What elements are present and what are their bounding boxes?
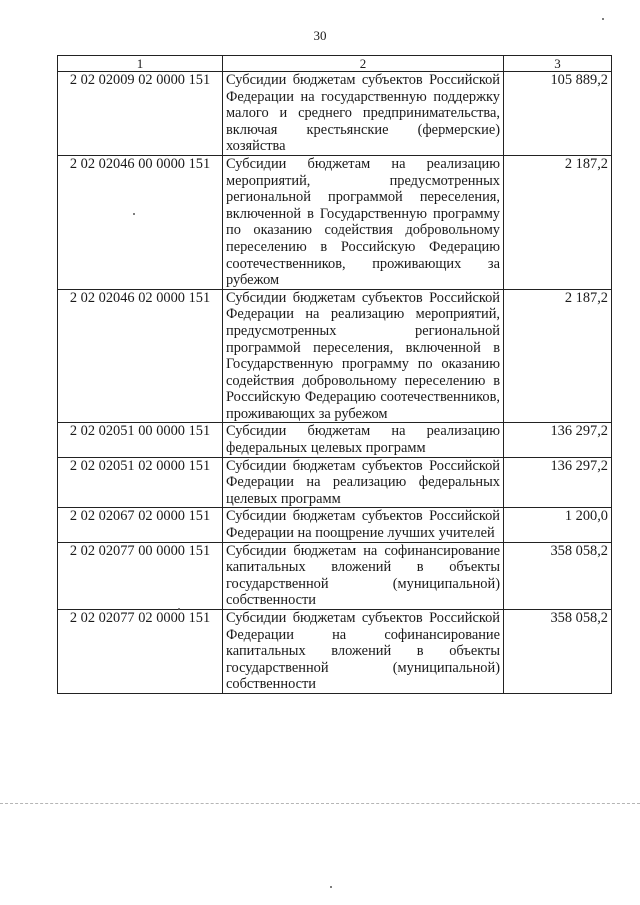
table-row [58, 508, 612, 542]
budget-code-cell: 2 02 02077 00 0000 151 [58, 542, 223, 609]
amount-cell: 358 058,2 [504, 542, 612, 609]
column-header-1: 1 [58, 56, 223, 72]
description-cell: Субсидии бюджетам субъектов Российской Федерации на государственную поддержку малого и среднего предпринимательства, включая крестьянские (фермерские) хозяйства [223, 72, 504, 156]
table-row [58, 423, 612, 457]
amount-cell: 136 297,2 [504, 457, 612, 508]
description-cell: Субсидии бюджетам субъектов Российской Федерации на софинансирование капитальных вложений в объекты государственной (муниципальной) собственности [223, 610, 504, 694]
budget-code-cell: 2 02 02046 00 0000 151 [58, 155, 223, 289]
table-row [58, 457, 612, 508]
budget-table [57, 55, 612, 694]
table-row [58, 542, 612, 609]
scan-speck [602, 18, 604, 20]
budget-code-cell: 2 02 02046 02 0000 151 [58, 289, 223, 423]
description-cell: Субсидии бюджетам на софинансирование капитальных вложений в объекты государственной (муниципальной) собственности [223, 542, 504, 609]
budget-code-cell: 2 02 02077 02 0000 151 [58, 610, 223, 694]
page-number: 30 [313, 28, 327, 43]
amount-cell: 358 058,2 [504, 610, 612, 694]
column-header-3: 3 [504, 56, 612, 72]
table-row [58, 72, 612, 156]
table-row [58, 289, 612, 423]
description-cell: Субсидии бюджетам субъектов Российской Федерации на поощрение лучших учителей [223, 508, 504, 542]
amount-cell: 105 889,2 [504, 72, 612, 156]
budget-code-cell: 2 02 02051 02 0000 151 [58, 457, 223, 508]
scan-speck [330, 886, 332, 888]
budget-code-cell: 2 02 02051 00 0000 151 [58, 423, 223, 457]
budget-code-cell: 2 02 02009 02 0000 151 [58, 72, 223, 156]
amount-cell: 1 200,0 [504, 508, 612, 542]
description-cell: Субсидии бюджетам на реализацию федеральных целевых программ [223, 423, 504, 457]
amount-cell: 2 187,2 [504, 289, 612, 423]
description-cell: Субсидии бюджетам субъектов Российской Федерации на реализацию мероприятий, предусмотренных региональной программой переселения, включенной в Государственную программу по оказанию содействия добровольному переселению в Российскую Федерацию соотечественников, проживающих за рубежом [223, 289, 504, 423]
scan-speck [178, 608, 180, 610]
description-cell: Субсидии бюджетам субъектов Российской Федерации на реализацию федеральных целевых программ [223, 457, 504, 508]
table-header-row [58, 56, 612, 72]
column-header-2: 2 [223, 56, 504, 72]
table-row [58, 155, 612, 289]
amount-cell: 2 187,2 [504, 155, 612, 289]
table-row [58, 610, 612, 694]
description-cell: Субсидии бюджетам на реализацию мероприятий, предусмотренных региональной программой переселения, включенной в Государственную программу по оказанию содействия добровольному переселению в Российскую Федерацию соотечественников, проживающих за рубежом [223, 155, 504, 289]
amount-cell: 136 297,2 [504, 423, 612, 457]
budget-code-cell: 2 02 02067 02 0000 151 [58, 508, 223, 542]
scan-speck [133, 213, 135, 215]
scan-edge-line [0, 803, 640, 804]
